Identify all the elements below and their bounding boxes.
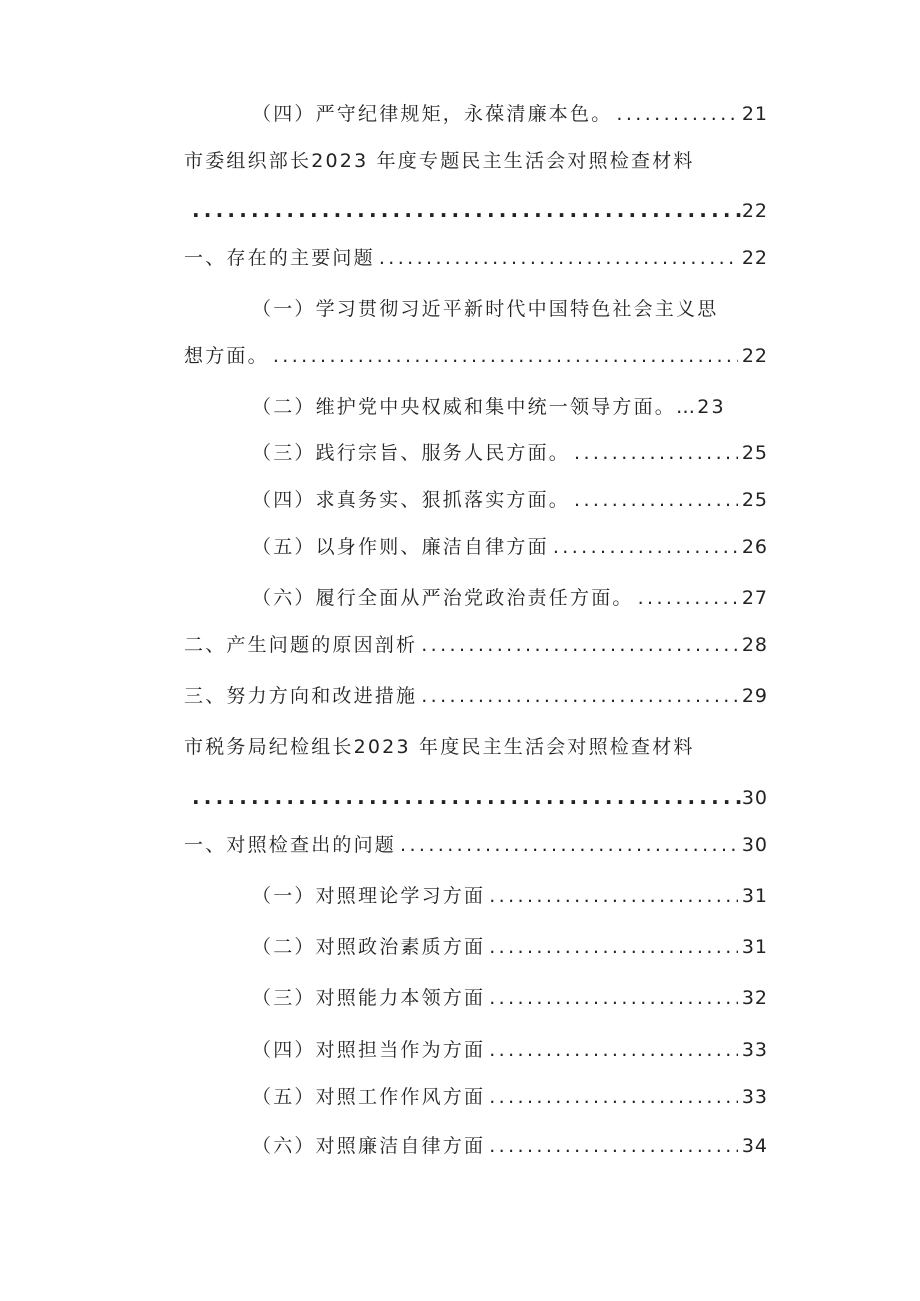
toc-entry[interactable]	[252, 1084, 768, 1110]
dot-leader	[616, 101, 737, 127]
dot-leader	[421, 683, 738, 709]
toc-entry-page: 25	[741, 442, 768, 464]
toc-entry-title: （六）履行全面从严治党政治责任方面。	[252, 587, 634, 609]
toc-entry-title-line1[interactable]: （一）学习贯彻习近平新时代中国特色社会主义思	[252, 298, 719, 320]
dot-leader	[489, 934, 738, 960]
toc-entry-page: 33	[741, 1039, 768, 1061]
dot-leader	[273, 343, 738, 369]
toc-entry-title: （六）对照廉洁自律方面	[252, 1135, 486, 1157]
toc-entry-page: 29	[741, 685, 768, 707]
toc-entry[interactable]	[184, 832, 768, 858]
toc-entry[interactable]	[252, 985, 768, 1011]
dot-leader	[638, 585, 738, 611]
toc-entry[interactable]	[252, 883, 768, 909]
toc-entry[interactable]	[252, 585, 768, 611]
toc-entry[interactable]	[252, 534, 768, 560]
toc-entry-title: 三、努力方向和改进措施	[184, 685, 418, 707]
dot-leader	[574, 487, 738, 513]
dot-leader	[553, 534, 738, 560]
toc-entry-page: 22	[741, 247, 768, 269]
dot-leader	[192, 782, 742, 812]
toc-entry-page: 25	[741, 489, 768, 511]
toc-entry-page: 30	[741, 787, 768, 809]
dot-leader	[489, 985, 738, 1011]
toc-entry-title: 一、对照检查出的问题	[184, 834, 397, 856]
toc-entry[interactable]	[252, 934, 768, 960]
toc-entry-title: （四）对照担当作为方面	[252, 1039, 486, 1061]
toc-entry[interactable]	[184, 343, 768, 369]
toc-entry-title: （五）对照工作作风方面	[252, 1086, 486, 1108]
toc-entry-page: 31	[741, 885, 768, 907]
toc-section-leader	[192, 195, 768, 225]
dot-leader	[489, 883, 738, 909]
dot-leader	[489, 1133, 738, 1159]
toc-entry-page: 22	[741, 200, 768, 222]
toc-section-title[interactable]: 市委组织部长2023 年度专题民主生活会对照检查材料	[184, 150, 695, 172]
toc-entry-title: （二）对照政治素质方面	[252, 936, 486, 958]
toc-entry-page: 22	[741, 345, 768, 367]
toc-entry-page: 21	[741, 103, 768, 125]
toc-entry[interactable]	[184, 245, 768, 271]
toc-entry[interactable]	[184, 632, 768, 658]
toc-entry[interactable]	[184, 683, 768, 709]
toc-entry[interactable]	[252, 101, 768, 127]
toc-section-leader	[192, 782, 768, 812]
toc-entry-page: 28	[741, 634, 768, 656]
toc-entry[interactable]	[252, 1133, 768, 1159]
toc-entry[interactable]	[252, 1037, 768, 1063]
dot-leader	[421, 632, 738, 658]
toc-entry-page: 30	[741, 834, 768, 856]
toc-entry-page: 26	[741, 536, 768, 558]
dot-leader	[192, 195, 742, 225]
toc-entry[interactable]	[252, 440, 768, 466]
toc-entry-title: （五）以身作则、廉洁自律方面	[252, 536, 549, 558]
toc-entry-title: （一）对照理论学习方面	[252, 885, 486, 907]
dot-leader	[489, 1084, 738, 1110]
toc-entry-title: 一、存在的主要问题	[184, 247, 375, 269]
toc-entry-page: 31	[741, 936, 768, 958]
toc-entry-page: 34	[741, 1135, 768, 1157]
dot-leader	[400, 832, 738, 858]
toc-entry[interactable]	[252, 487, 768, 513]
toc-section-title[interactable]: 市税务局纪检组长2023 年度民主生活会对照检查材料	[184, 736, 695, 758]
toc-entry-title: 二、产生问题的原因剖析	[184, 634, 418, 656]
toc-entry[interactable]: （二）维护党中央权威和集中统一领导方面。…23	[252, 396, 726, 418]
toc-entry-title: （三）践行宗旨、服务人民方面。	[252, 442, 571, 464]
toc-entry-title: （三）对照能力本领方面	[252, 987, 486, 1009]
toc-entry-title: 想方面。	[184, 345, 269, 367]
toc-entry-title: （四）求真务实、狠抓落实方面。	[252, 489, 571, 511]
toc-entry-page: 32	[741, 987, 768, 1009]
dot-leader	[489, 1037, 738, 1063]
toc-entry-title: （四）严守纪律规矩，永葆清廉本色。	[252, 103, 613, 125]
dot-leader	[574, 440, 738, 466]
dot-leader	[379, 245, 738, 271]
toc-entry-page: 27	[741, 587, 768, 609]
toc-entry-page: 33	[741, 1086, 768, 1108]
